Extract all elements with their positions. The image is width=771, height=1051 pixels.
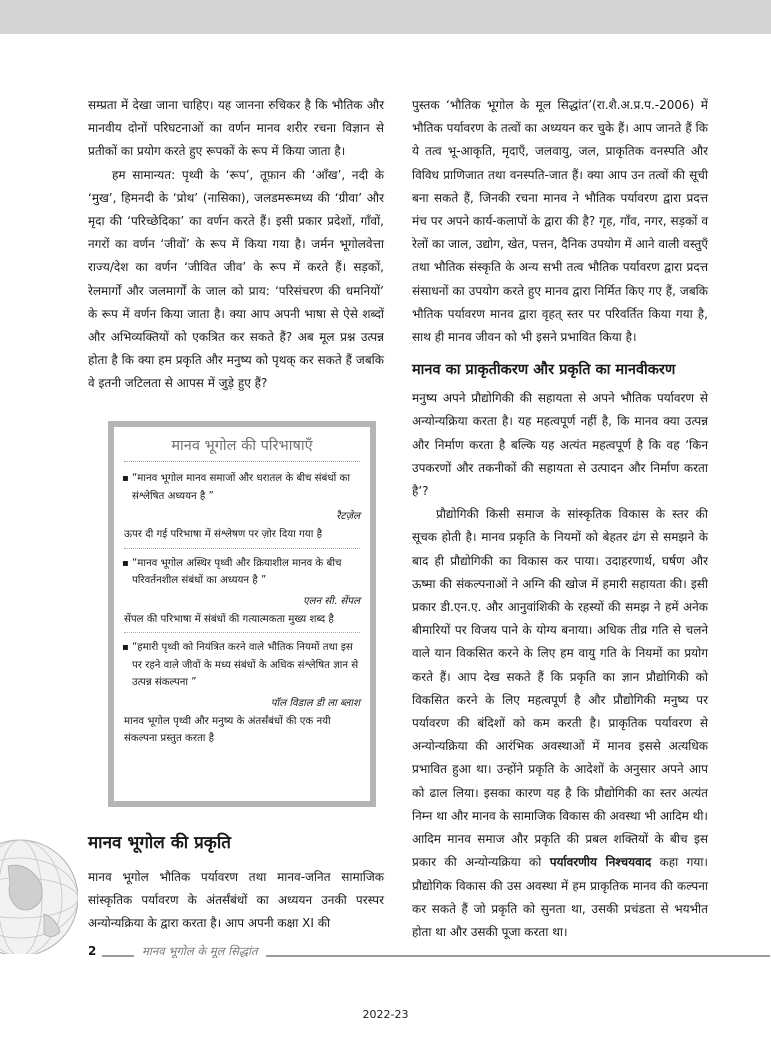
definition-author-semple: एलन सी. सेंपल (302, 595, 360, 607)
definition-quote-ratzel: ▪ “मानव भूगोल मानव समाजों और धरातल के बीच संबंधों का संश्लेषित अध्ययन है ” (124, 470, 360, 505)
edition-year: 2022-23 (362, 1008, 409, 1021)
book-title: मानव भूगोल के मूल सिद्धांत (134, 944, 266, 959)
left-paragraph-2: हम सामान्यत: पृथ्वी के ‘रूप’, तूफ़ान की ‘आँख’, नदी के ‘मुख’, हिमनदी के ‘प्रोथ’ (नासिका), जलडमरूमध्य की ‘ग्रीवा’ और मृदा की ‘परिच्छेदिका’ का वर्णन करते हैं। इसी प्रकार प्रदेशों, गाँवों, नगरों का वर्णन ‘जीवों’ के रूप में किया गया है। जर्मन भूगोलवेत्ता राज्य/देश का वर्णन ‘जीवित जीव’ के रूप में करते हैं। सड़कों, रेलमार्गों और जलमार्गों के जाल को प्राय: ‘परिसंचरण की धमनियों’ के रूप में वर्णन किया जाता है। क्या आप अपनी भाषा से ऐसे शब्दों और अभिव्यक्तियों को एकत्रित कर सकते हैं? अब मूल प्रश्न उत्पन्न होता है कि क्या हम प्रकृति और मनुष्य को पृथक् कर सकते हैं जबकि वे इतनी जटिलता से आपस में जुड़े हुए हैं? (88, 167, 384, 391)
nature-heading: मानव भूगोल की प्रकृति (88, 833, 231, 853)
definition-author-ratzel: रैटज़ेल (336, 511, 360, 522)
definition-author-blache: पॉल विडाल डी ला ब्लाश (270, 697, 360, 709)
page-number: 2 (88, 944, 102, 958)
definition-note-blache: मानव भूगोल पृथ्वी और मनुष्य के अंतर्संबंधों की एक नयी संकल्पना प्रस्तुत करता है (124, 715, 331, 744)
right-paragraph-3-text: प्रौद्योगिकी किसी समाज के सांस्कृतिक विकास के स्तर की सूचक होती है। मानव प्रकृति के नियमों को बेहतर ढंग से समझने के बाद ही प्रौद्योगिकी का विकास कर पाया। उदाहरणार्थ, घर्षण और ऊष्मा की संकल्पनाओं ने अग्नि की खोज में हमारी सहायता की। इसी प्रकार डी.एन.ए. और आनुवांशिकी के रहस्यों की समझ ने हमें अनेक बीमारियों पर विजय पाने के योग्य बनाया। अधिक तीव्र गति से चलने वाले यान विकसित करने के लिए हम वायु गति के नियमों का प्रयोग करते हैं। आप देख सकते हैं कि प्रकृति का ज्ञान प्रौद्योगिकी को विकसित करने के लिए महत्वपूर्ण है और प्रौद्योगिकी मनुष्य पर पर्यावरण की बंदिशों को कम करती है। प्राकृतिक पर्यावरण से अन्योन्यक्रिया की आरंभिक अवस्थाओं में मानव इससे अत्यधिक प्रभावित हुआ था। उन्होंने प्रकृति के आदेशों के अनुसार अपने आप को ढाल लिया। इसका कारण यह है कि प्रौद्योगिकी का स्तर अत्यंत निम्न था और मानव के सामाजिक विकास की अवस्था भी आदिम थी। आदिम मानव समाज और प्रकृति की प्रबल शक्तियों के बीच इस प्रकार की अन्योन्यक्रिया को (412, 507, 708, 870)
nature-paragraph-1: मानव भूगोल भौतिक पर्यावरण तथा मानव-जनित सामाजिक सांस्कृतिक पर्यावरण के अंतर्संबंधों का अध्ययन उनकी परस्पर अन्योन्यक्रिया के द्वारा करता है। आप अपनी कक्षा XI की (88, 870, 384, 931)
globe-decoration-icon (0, 836, 78, 954)
definition-quote-semple: ▪ “मानव भूगोल अस्थिर पृथ्वी और क्रियाशील मानव के बीच परिवर्तनशील संबंधों का अध्ययन है ” (124, 555, 360, 590)
definition-note-semple: सेंपल की परिभाषा में संबंधों की गत्यात्मकता मुख्य शब्द है (124, 611, 360, 634)
definition-quote-blache: ▪ “हमारी पृथ्वी को नियंत्रित करने वाले भौतिक नियमों तथा इस पर रहने वाले जीवों के मध्य संबंधों के अधिक संश्लेषित ज्ञान से उत्पन्न संकल्पना ” (124, 639, 360, 692)
right-paragraph-2: मनुष्य अपने प्रौद्योगिकी की सहायता से अपने भौतिक पर्यावरण से अन्योन्यक्रिया करता है। यह महत्वपूर्ण नहीं है, कि मानव क्या उत्पन्न और निर्माण करता है बल्कि यह अत्यंत महत्वपूर्ण है कि वह ‘किन उपकरणों और तकनीकों की सहायता से उत्पादन और निर्माण करता है’? (412, 391, 708, 499)
right-paragraph-3 (412, 503, 708, 944)
definitions-box-inner (114, 427, 370, 801)
left-column (88, 94, 384, 396)
globe-drawing (0, 836, 78, 954)
right-paragraph-1: पुस्तक ‘भौतिक भूगोल के मूल सिद्धांत’(रा.शै.अ.प्र.प.-2006) में भौतिक पर्यावरण के तत्वों का अध्ययन कर चुके हैं। आप जानते हैं कि ये तत्व भू-आकृति, मृदाएँ, जलवायु, जल, प्राकृतिक वनस्पति और विविध प्राणिजात तथा वनस्पति-जात हैं। क्या आप उन तत्वों की सूची बना सकते हैं, जिनकी रचना मानव ने भौतिक पर्यावरण द्वारा प्रदत्त मंच पर अपने कार्य-कलापों के द्वारा की है? गृह, गाँव, नगर, सड़कों व रेलों का जाल, उद्योग, खेत, पत्तन, दैनिक उपयोग में आने वाली वस्तुएँ तथा भौतिक संस्कृति के अन्य सभी तत्व भौतिक पर्यावरण द्वारा प्रदत्त संसाधनों का उपयोग करते हुए मानव द्वारा निर्मित किए गए हैं, जबकि भौतिक पर्यावरण मानव द्वारा वृहत् स्तर पर परिवर्तित किया गया है, साथ ही मानव जीवन को भी इसने प्रभावित किया है। (412, 98, 708, 345)
environmental-determinism-term: पर्यावरणीय निश्चयवाद (549, 855, 652, 870)
right-column (412, 94, 708, 944)
naturalisation-heading: मानव का प्राकृतीकरण और प्रकृति का मानवीकरण (412, 362, 676, 379)
top-band (0, 0, 771, 34)
right-paragraph-3-tail: कहा गया। प्रौद्योगिक विकास की उस अवस्था में हम प्राकृतिक मानव की कल्पना कर सकते हैं जो प्रकृति को सुनता था, उसकी प्रचंडता से भयभीत होता था और उसकी पूजा करता था। (412, 855, 708, 939)
definition-note-ratzel: ऊपर दी गई परिभाषा में संश्लेषण पर ज़ोर दिया गया है (124, 526, 360, 549)
definitions-box-title: मानव भूगोल की परिभाषाएँ (124, 435, 360, 462)
nature-section-text (88, 866, 384, 936)
left-paragraph-1: सम्प्रता में देखा जाना चाहिए। यह जानना रुचिकर है कि भौतिक और मानवीय दोनों परिघटनाओं का वर्णन मानव शरीर रचना विज्ञान से प्रतीकों का प्रयोग करते हुए रूपकों के रूप में किया जाता है। (88, 98, 384, 159)
definitions-box (108, 421, 376, 807)
